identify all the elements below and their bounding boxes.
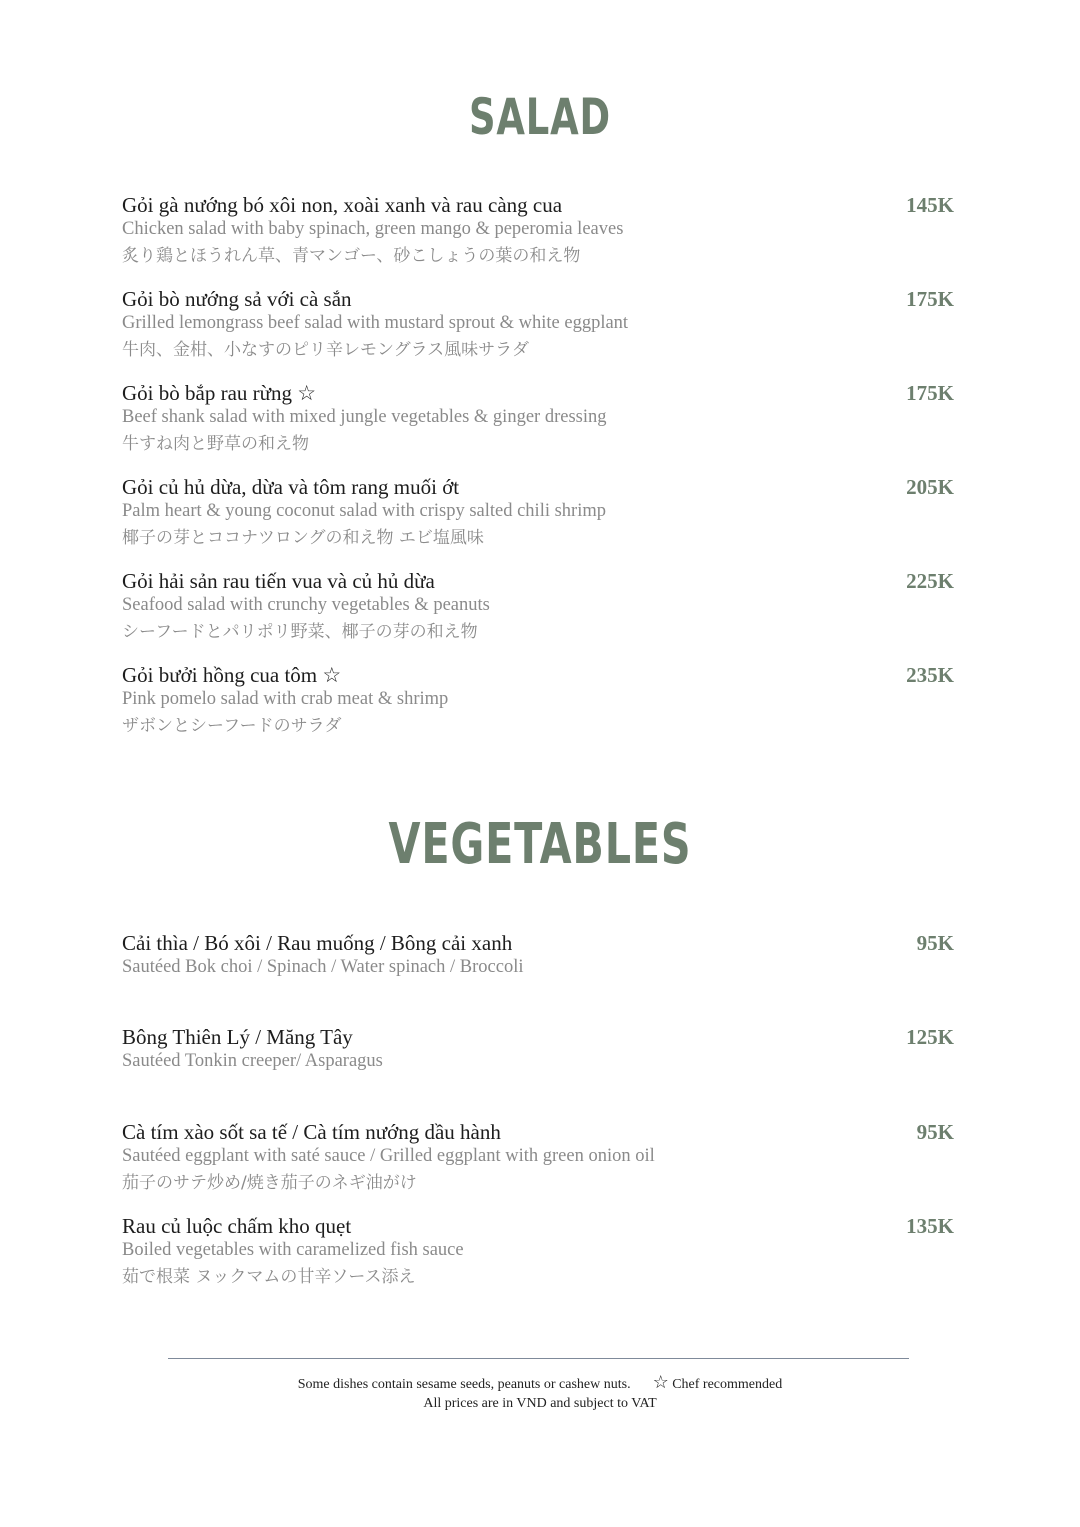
- dish-name-japanese: 茄子のサテ炒め/焼き茄子のネギ油がけ: [122, 1173, 417, 1193]
- dish-price: 145K: [906, 193, 954, 217]
- salad-menu-item: [122, 286, 954, 363]
- price-note: All prices are in VND and subject to VAT: [423, 1396, 657, 1411]
- dish-name-english: Pink pomelo salad with crab meat & shrimp: [122, 689, 449, 709]
- footer-notes: [0, 1372, 1080, 1393]
- dish-name-japanese: 椰子の芽とココナツロングの和え物 エビ塩風味: [122, 528, 484, 548]
- salad-menu-item: [122, 192, 954, 269]
- dish-name-english: Sautéed Bok choi / Spinach / Water spinach / Broccoli: [122, 957, 524, 977]
- dish-name-vietnamese: Gỏi gà nướng bó xôi non, xoài xanh và rau càng cua: [122, 193, 563, 217]
- chef-recommended-note: Chef recommended: [672, 1377, 783, 1392]
- dish-price: 205K: [906, 475, 954, 499]
- allergen-note: Some dishes contain sesame seeds, peanuts or cashew nuts.: [297, 1377, 631, 1392]
- salad-menu-item: [122, 662, 954, 739]
- dish-price: 175K: [906, 287, 954, 311]
- dish-name-vietnamese: Gỏi bưởi hồng cua tôm ☆: [122, 663, 342, 687]
- dish-name-english: Seafood salad with crunchy vegetables & peanuts: [122, 595, 490, 615]
- salad-section-title: SALAD: [469, 88, 611, 146]
- dish-price: 95K: [916, 1120, 954, 1144]
- dish-name-vietnamese: Gỏi bò nướng sả với cà sắn: [122, 287, 352, 311]
- dish-name-english: Beef shank salad with mixed jungle vegetables & ginger dressing: [122, 407, 607, 427]
- dish-name-vietnamese: Cải thìa / Bó xôi / Rau muống / Bông cải xanh: [122, 931, 513, 955]
- dish-price: 175K: [906, 381, 954, 405]
- dish-name-japanese: 茹で根菜 ヌックマムの甘辛ソース添え: [122, 1267, 416, 1287]
- star-icon: ☆: [652, 1372, 669, 1392]
- dish-price: 235K: [906, 663, 954, 687]
- dish-name-vietnamese: Rau củ luộc chấm kho quẹt: [122, 1214, 352, 1238]
- dish-name-japanese: シーフードとパリポリ野菜、椰子の芽の和え物: [122, 622, 478, 642]
- vegetables-menu-item: [122, 1119, 954, 1196]
- vegetables-menu-item: [122, 930, 954, 979]
- dish-name-vietnamese: Bông Thiên Lý / Măng Tây: [122, 1025, 353, 1049]
- dish-name-english: Chicken salad with baby spinach, green mango & peperomia leaves: [122, 219, 624, 239]
- salad-menu-item: [122, 474, 954, 551]
- dish-name-japanese: ザボンとシーフードのサラダ: [122, 716, 342, 736]
- dish-name-vietnamese: Gỏi củ hủ dừa, dừa và tôm rang muối ớt: [122, 475, 460, 499]
- dish-price: 95K: [916, 931, 954, 955]
- dish-name-vietnamese: Cà tím xào sốt sa tế / Cà tím nướng dầu hành: [122, 1120, 501, 1144]
- dish-name-english: Palm heart & young coconut salad with crispy salted chili shrimp: [122, 501, 606, 521]
- dish-name-english: Sautéed eggplant with saté sauce / Grilled eggplant with green onion oil: [122, 1146, 655, 1166]
- dish-price: 225K: [906, 569, 954, 593]
- dish-name-japanese: 牛すね肉と野草の和え物: [122, 434, 309, 454]
- dish-price: 135K: [906, 1214, 954, 1238]
- dish-name-vietnamese: Gỏi hải sản rau tiến vua và củ hủ dừa: [122, 569, 435, 593]
- salad-menu-item: [122, 568, 954, 645]
- vegetables-menu-item: [122, 1024, 954, 1073]
- dish-name-english: Sautéed Tonkin creeper/ Asparagus: [122, 1051, 383, 1071]
- vegetables-section-title: VEGETABLES: [388, 812, 692, 877]
- dish-price: 125K: [906, 1025, 954, 1049]
- dish-name-english: Boiled vegetables with caramelized fish sauce: [122, 1240, 464, 1260]
- dish-name-japanese: 牛肉、金柑、小なすのピリ辛レモングラス風味サラダ: [122, 340, 529, 360]
- dish-name-vietnamese: Gỏi bò bắp rau rừng ☆: [122, 381, 317, 405]
- dish-name-english: Grilled lemongrass beef salad with mustard sprout & white eggplant: [122, 313, 629, 333]
- dish-name-japanese: 炙り鶏とほうれん草、青マンゴー、砂こしょうの葉の和え物: [122, 246, 581, 266]
- footer-divider: [168, 1358, 909, 1359]
- vegetables-menu-item: [122, 1213, 954, 1290]
- salad-menu-item: [122, 380, 954, 457]
